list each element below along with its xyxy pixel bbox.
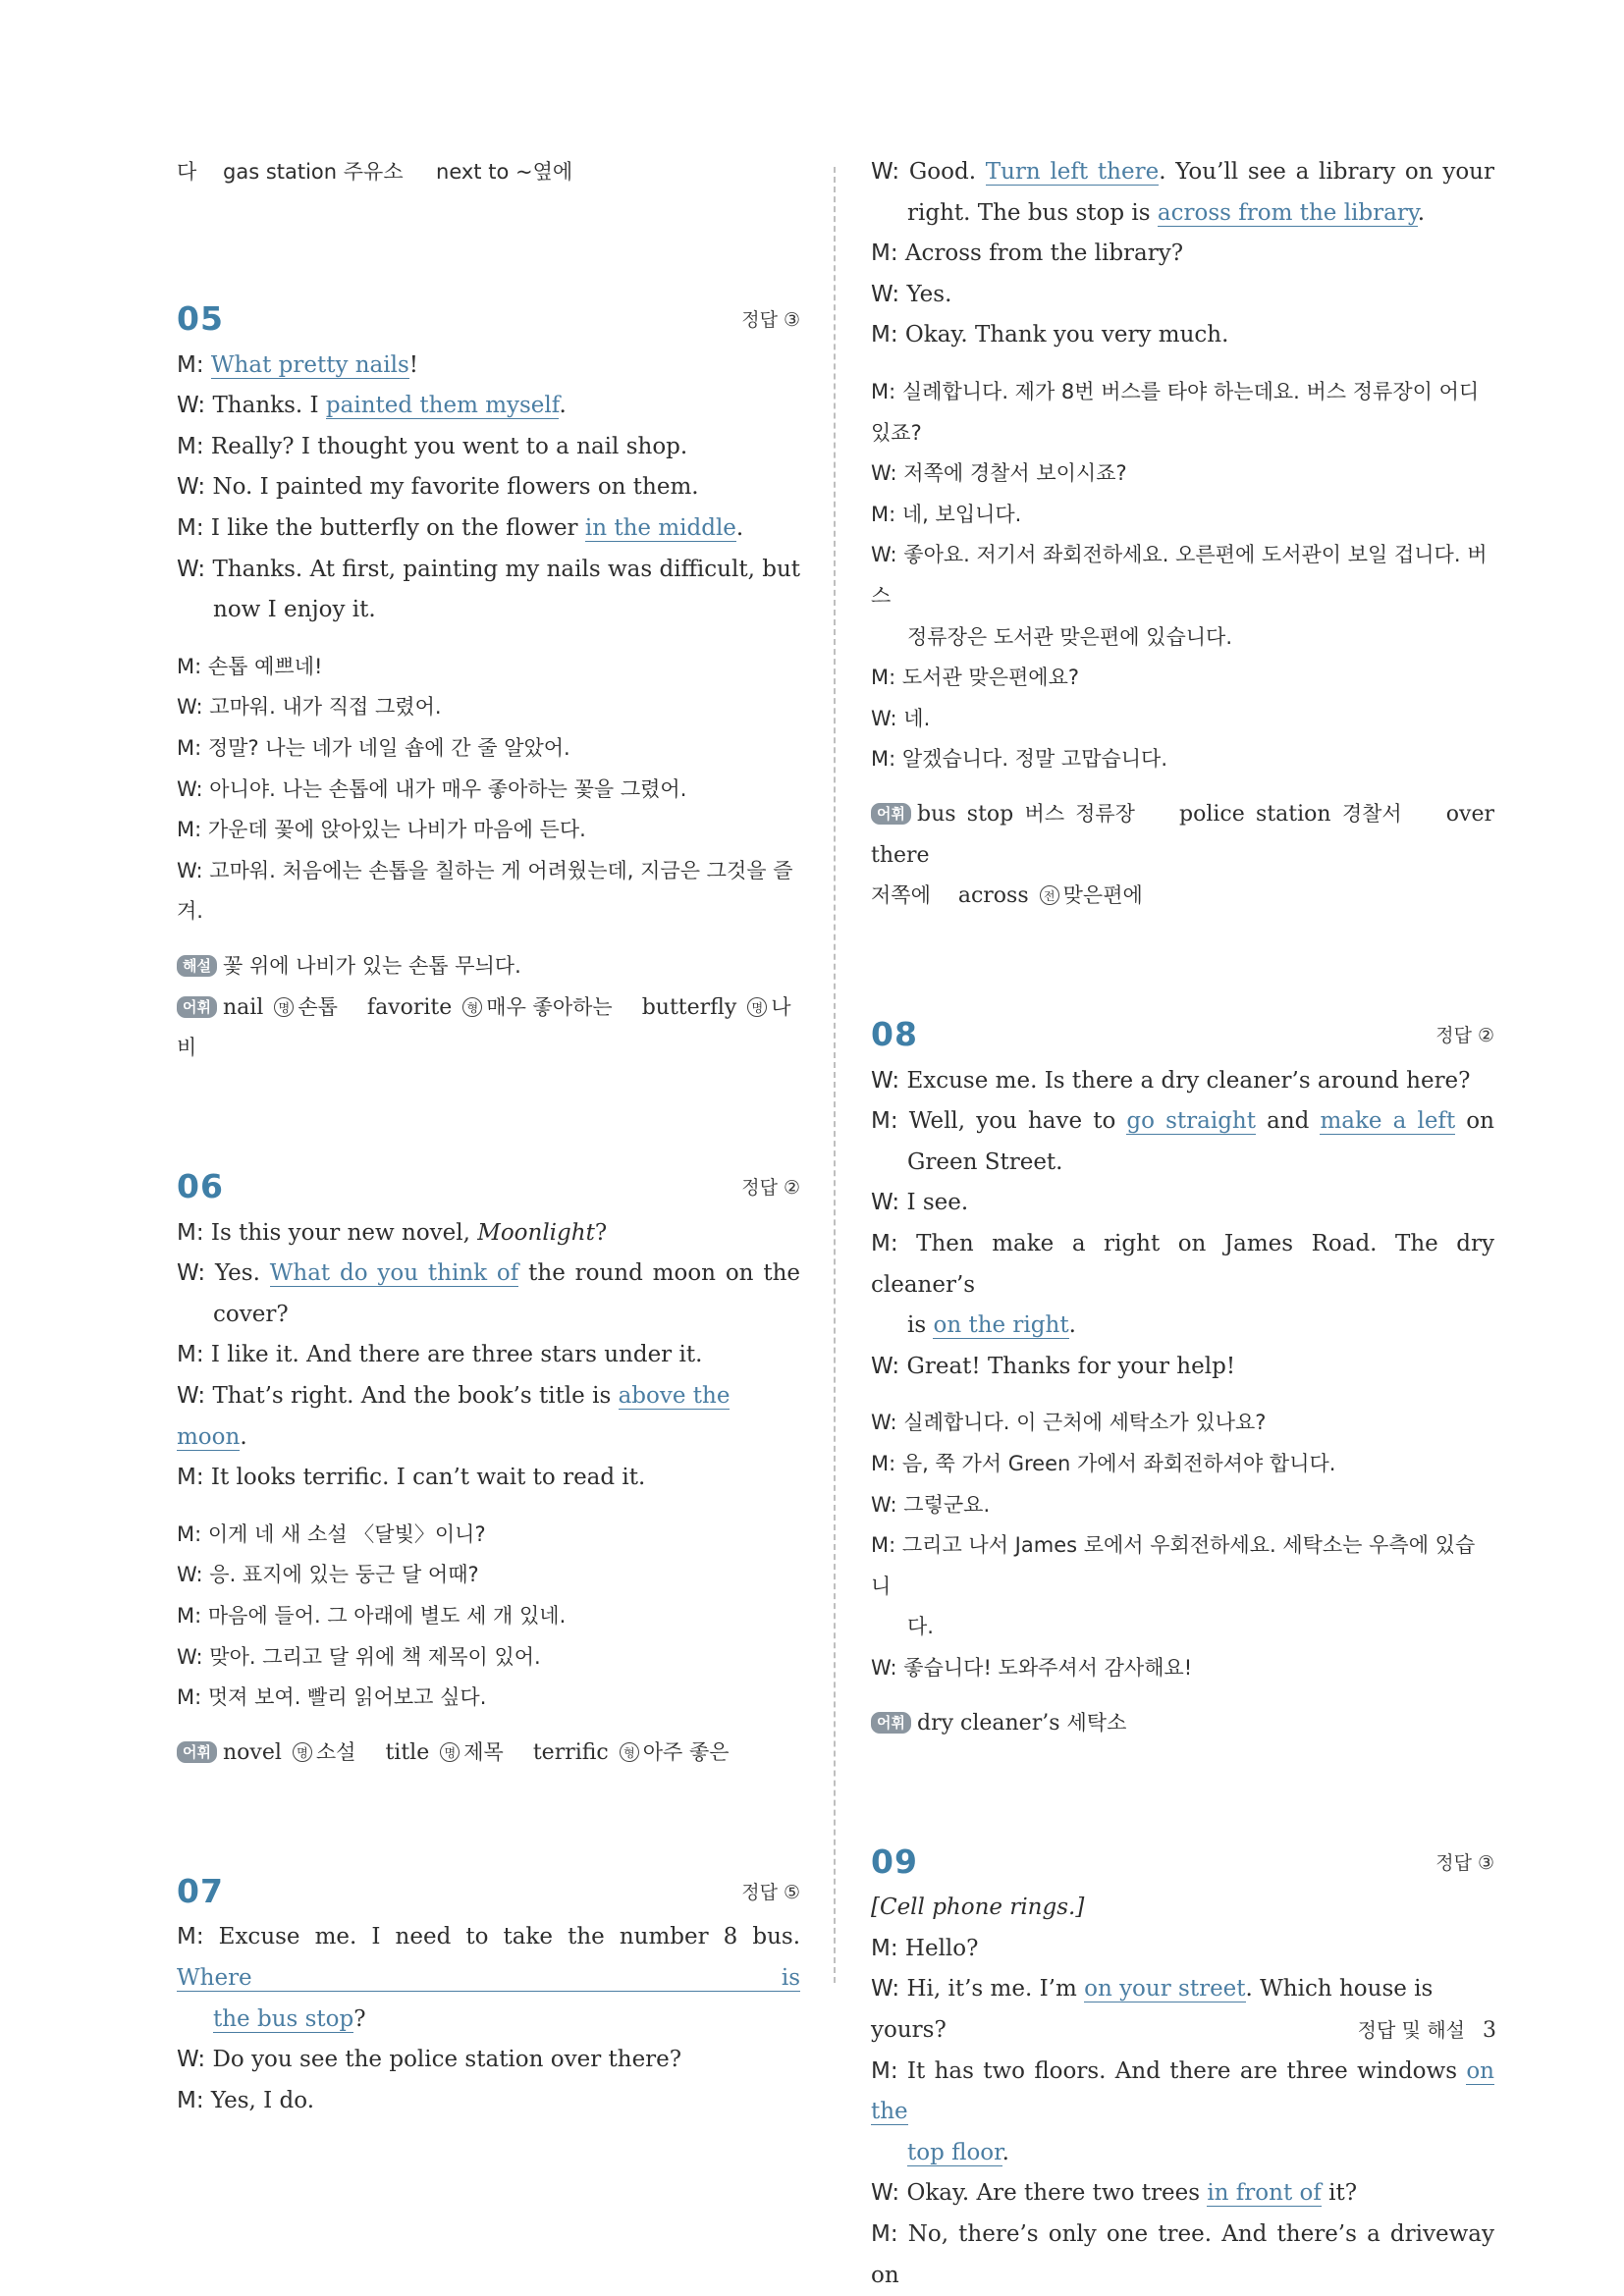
question-09 bbox=[871, 1838, 1494, 2296]
dialog-line: M: Okay. Thank you very much. bbox=[871, 322, 1229, 348]
dialog-line-cont: now I enjoy it. bbox=[213, 597, 376, 623]
question-number: 08 bbox=[871, 1015, 918, 1054]
dialog-line: M: Across from the library? bbox=[871, 240, 1184, 267]
blank-answer: across from the library bbox=[1157, 199, 1418, 226]
translation-line: M: 가운데 꽃에 앉아있는 나비가 마음에 든다. bbox=[177, 818, 586, 842]
question-05 bbox=[177, 295, 800, 1069]
dialog-line-cont: Green Street. bbox=[907, 1148, 1063, 1175]
blank-answer: Where is bbox=[177, 1965, 800, 1991]
dialog-line: W: Okay. Are there two trees in front of it? bbox=[871, 2180, 1358, 2207]
dialog-line: M: It looks terrific. I can’t wait to read it. bbox=[177, 1465, 646, 1491]
answer-label: 정답 ③ bbox=[741, 309, 800, 332]
vocab-tag: 어휘 bbox=[871, 803, 911, 825]
vocab-tag: 어휘 bbox=[177, 996, 217, 1018]
question-number: 06 bbox=[177, 1167, 224, 1206]
translation-line: W: 아니야. 나는 손톱에 내가 매우 좋아하는 꽃을 그렸어. bbox=[177, 776, 687, 801]
vocab-tag: 어휘 bbox=[871, 1712, 911, 1734]
question-08 bbox=[871, 1011, 1494, 1744]
answer-label: 정답 ⑤ bbox=[741, 1881, 800, 1903]
translation-line: M: 마음에 들어. 그 아래에 별도 세 개 있네. bbox=[177, 1604, 567, 1629]
blank-answer: the bus stop bbox=[213, 2005, 354, 2032]
translation-line: W: 고마워. 처음에는 손톱을 칠하는 게 어려웠는데, 지금은 그것을 즐겨. bbox=[177, 858, 793, 924]
vocab-tag: 어휘 bbox=[177, 1741, 217, 1763]
answer-label: 정답 ② bbox=[741, 1177, 800, 1200]
question-number: 05 bbox=[177, 299, 224, 339]
question-07-cont bbox=[871, 152, 1494, 917]
answer-label: 정답 ③ bbox=[1435, 1851, 1494, 1874]
top-note: 다 gas station 주유소 next to ~옆에 bbox=[177, 160, 573, 184]
blank-answer: above the moon bbox=[177, 1383, 731, 1450]
question-07 bbox=[177, 1867, 800, 2121]
translation-line-cont: 다. bbox=[907, 1615, 934, 1639]
question-number: 09 bbox=[871, 1842, 918, 1881]
dialog-line: W: Yes. What do you think of the round moon on the bbox=[177, 1260, 801, 1287]
stage-direction: [Cell phone rings.] bbox=[871, 1895, 1085, 1921]
translation-line: M: 네, 보입니다. bbox=[871, 502, 1022, 526]
dialog-line: M: Really? I thought you went to a nail shop. bbox=[177, 433, 688, 459]
vocabulary-cont: 저쪽에 across 전 맞은편에 bbox=[871, 883, 1143, 909]
translation-line: W: 좋아요. 저기서 좌회전하세요. 오른편에 도서관이 보일 겁니다. 버스 bbox=[871, 543, 1488, 608]
dialog-line: W: No. I painted my favorite flowers on them. bbox=[177, 474, 699, 501]
translation-line: W: 저쪽에 경찰서 보이시죠? bbox=[871, 461, 1127, 486]
blank-answer: on the right bbox=[933, 1312, 1069, 1339]
dialog-line: M: Hello? bbox=[871, 1935, 979, 1961]
blank-answer: in the middle bbox=[584, 514, 736, 541]
left-column bbox=[177, 152, 800, 2121]
translation-line: W: 맞아. 그리고 달 위에 책 제목이 있어. bbox=[177, 1644, 541, 1669]
dialog-line: M: What pretty nails! bbox=[177, 351, 419, 378]
dialog-line-cont: top floor. bbox=[907, 2139, 1009, 2165]
translation-line: W: 좋습니다! 도와주셔서 감사해요! bbox=[871, 1656, 1193, 1680]
translation-line: W: 고마워. 내가 직접 그렸어. bbox=[177, 695, 442, 720]
translation-line: M: 음, 쭉 가서 Green 가에서 좌회전하셔야 합니다. bbox=[871, 1452, 1336, 1476]
dialog-line: W: Do you see the police station over there? bbox=[177, 2047, 682, 2073]
page-footer bbox=[1358, 2014, 1496, 2043]
translation-line: M: 정말? 나는 네가 네일 숍에 간 줄 알았어. bbox=[177, 735, 570, 760]
blank-answer: go straight bbox=[1126, 1108, 1256, 1135]
dialog-line: W: I see. bbox=[871, 1190, 969, 1216]
right-column bbox=[871, 152, 1494, 2296]
page-number: 3 bbox=[1483, 2018, 1496, 2043]
dialog-line: W: Good. Turn left there. You’ll see a library on your bbox=[871, 159, 1494, 185]
dialog-line-cont: is on the right. bbox=[907, 1312, 1076, 1339]
question-number: 07 bbox=[177, 1871, 224, 1910]
answer-label: 정답 ② bbox=[1435, 1025, 1494, 1047]
blank-answer: make a left bbox=[1320, 1108, 1456, 1135]
dialog-line: M: Excuse me. I need to take the number 8 bus. Where is bbox=[177, 1924, 801, 1991]
dialog-line: M: Then make a right on James Road. The dry cleaner’s bbox=[871, 1231, 1495, 1298]
dialog-line: W: That’s right. And the book’s title is above the moon. bbox=[177, 1383, 731, 1450]
translation-line: M: 알겠습니다. 정말 고맙습니다. bbox=[871, 747, 1168, 772]
dialog-line: M: I like it. And there are three stars under it. bbox=[177, 1342, 703, 1368]
dialog-line: M: Well, you have to go straight and make a left on bbox=[871, 1108, 1494, 1135]
dialog-line: M: Is this your new novel, Moonlight? bbox=[177, 1219, 608, 1246]
dialog-line: W: Excuse me. Is there a dry cleaner’s around here? bbox=[871, 1067, 1471, 1094]
explanation-tag: 해설 bbox=[177, 955, 217, 977]
explanation: 해설 꽃 위에 나비가 있는 손톱 무늬다. bbox=[177, 946, 800, 988]
dialog-line: M: No, there’s only one tree. And there’s a driveway on bbox=[871, 2220, 1495, 2288]
vocabulary: 어휘 nail 명 손톱 favorite 형 매우 좋아하는 butterfly 명 나비 bbox=[177, 994, 791, 1060]
vocabulary: 어휘 dry cleaner’s 세탁소 bbox=[871, 1703, 1494, 1744]
blank-answer: in front of bbox=[1207, 2180, 1322, 2207]
blank-answer: painted them myself bbox=[325, 393, 560, 419]
vocabulary: 어휘 bus stop 버스 정류장 police station 경찰서 over there bbox=[871, 801, 1495, 868]
vocabulary: 어휘 novel 명 소설 title 명 제목 terrific 형 아주 좋은 bbox=[177, 1733, 800, 1774]
dialog-line: W: Thanks. At first, painting my nails was difficult, but bbox=[177, 556, 800, 582]
translation-line: W: 실례합니다. 이 근처에 세탁소가 있나요? bbox=[871, 1411, 1267, 1435]
dialog-line: W: Great! Thanks for your help! bbox=[871, 1353, 1236, 1379]
translation-line: W: 응. 표지에 있는 둥근 달 어때? bbox=[177, 1563, 479, 1587]
dialog-line: W: Hi, it’s me. I’m on your street. Which house is yours? bbox=[871, 1976, 1434, 2043]
blank-answer: What do you think of bbox=[269, 1260, 519, 1287]
blank-answer: top floor bbox=[907, 2139, 1002, 2165]
dialog-line: M: Yes, I do. bbox=[177, 2087, 315, 2113]
translation-line: W: 그렇군요. bbox=[871, 1492, 991, 1517]
dialog-line-cont: right. The bus stop is across from the library. bbox=[907, 199, 1426, 226]
blank-answer: What pretty nails bbox=[210, 351, 409, 378]
footer-label: 정답 및 해설 bbox=[1357, 2018, 1465, 2042]
translation-line: M: 멋져 보여. 빨리 읽어보고 싶다. bbox=[177, 1685, 487, 1710]
translation-line: M: 그리고 나서 James 로에서 우회전하세요. 세탁소는 우측에 있습니 bbox=[871, 1533, 1476, 1598]
question-06 bbox=[177, 1163, 800, 1774]
column-divider bbox=[834, 167, 836, 1983]
dialog-line: W: Yes. bbox=[871, 281, 952, 307]
translation-line: M: 손톱 예쁘네! bbox=[177, 654, 323, 678]
dialog-line: W: Thanks. I painted them myself. bbox=[177, 393, 567, 419]
translation-line: M: 도서관 맞은편에요? bbox=[871, 666, 1079, 690]
dialog-line: M: I like the butterfly on the flower in the middle. bbox=[177, 514, 744, 541]
translation-line-cont: 정류장은 도서관 맞은편에 있습니다. bbox=[907, 624, 1232, 649]
dialog-line-cont: the bus stop? bbox=[213, 2005, 366, 2032]
translation-line: M: 이게 네 새 소설 〈달빛〉이니? bbox=[177, 1522, 486, 1546]
blank-answer: on your street bbox=[1084, 1976, 1246, 2002]
blank-answer: on the bbox=[871, 2057, 1494, 2125]
dialog-line: M: It has two floors. And there are three windows on the bbox=[871, 2057, 1494, 2125]
translation-line: W: 네. bbox=[871, 706, 931, 730]
dialog-line-cont: cover? bbox=[213, 1301, 289, 1327]
blank-answer: Turn left there bbox=[985, 159, 1160, 185]
translation-line: M: 실례합니다. 제가 8번 버스를 타야 하는데요. 버스 정류장이 어디 있죠? bbox=[871, 379, 1480, 445]
